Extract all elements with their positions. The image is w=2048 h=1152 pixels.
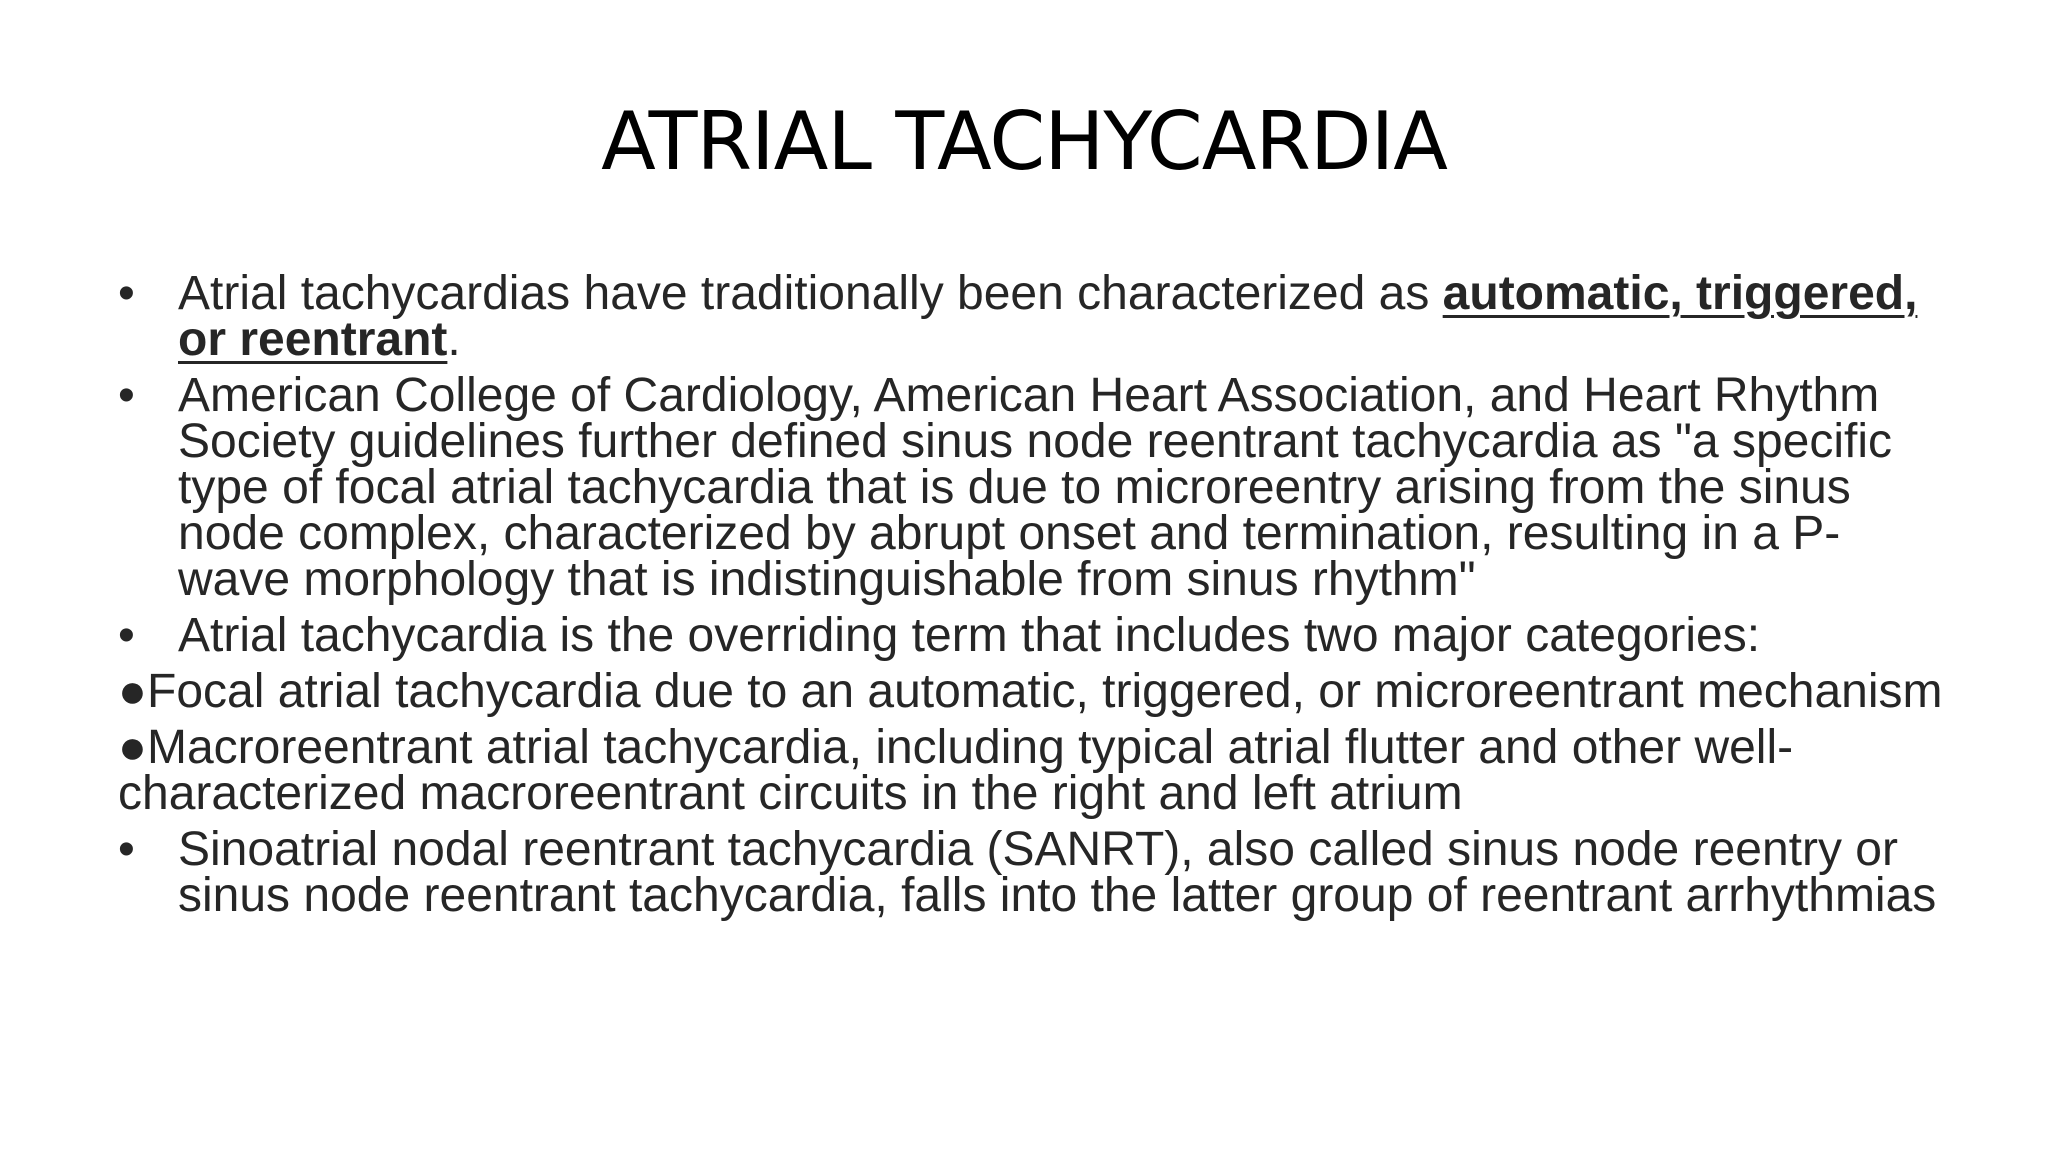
list-item-text-tail: . — [447, 313, 461, 366]
bullet-icon: • — [118, 823, 135, 876]
emphasized-text: automatic, triggered, or reentrant — [178, 267, 1918, 366]
bullet-icon: • — [118, 369, 135, 422]
list-item — [118, 609, 1948, 662]
sub-list-item — [118, 665, 1948, 718]
bullet-icon: • — [118, 609, 135, 662]
list-item-text: Sinoatrial nodal reentrant tachycardia (SANRT), also called sinus node reentry or sinus node reentrant tachycardia, falls into the latter group of reentrant arrhythmias — [178, 823, 1937, 922]
list-item-text-lead: Atrial tachycardias have traditionally been characterized as — [178, 267, 1443, 320]
bullet-icon: • — [118, 267, 135, 320]
slide-title: ATRIAL TACHYCARDIA — [601, 95, 1447, 188]
list-item — [118, 369, 1948, 606]
sub-list-item-text: Macroreentrant atrial tachycardia, including typical atrial flutter and other well-characterized macroreentrant circuits in the right and left atrium — [118, 721, 1794, 820]
filled-circle-bullet-icon: ● — [118, 721, 147, 774]
list-item-text: Atrial tachycardia is the overriding term that includes two major categories: — [178, 609, 1761, 662]
sub-list-item-text: Focal atrial tachycardia due to an automatic, triggered, or microreentrant mechanism — [147, 665, 1943, 718]
list-item — [118, 267, 1948, 366]
filled-circle-bullet-icon: ● — [118, 665, 147, 718]
slide-body — [118, 267, 1948, 929]
list-item — [118, 823, 1948, 922]
sub-list-item — [118, 721, 1948, 820]
list-item-text: American College of Cardiology, American Heart Association, and Heart Rhythm Society guidelines further defined sinus node reentrant tachycardia as "a specific type of focal atrial tachycardia that is due to microreentry arising from the sinus node complex, characterized by abrupt onset and termination, resulting in a P-wave morphology that is indistinguishable from sinus rhythm" — [178, 369, 1893, 606]
